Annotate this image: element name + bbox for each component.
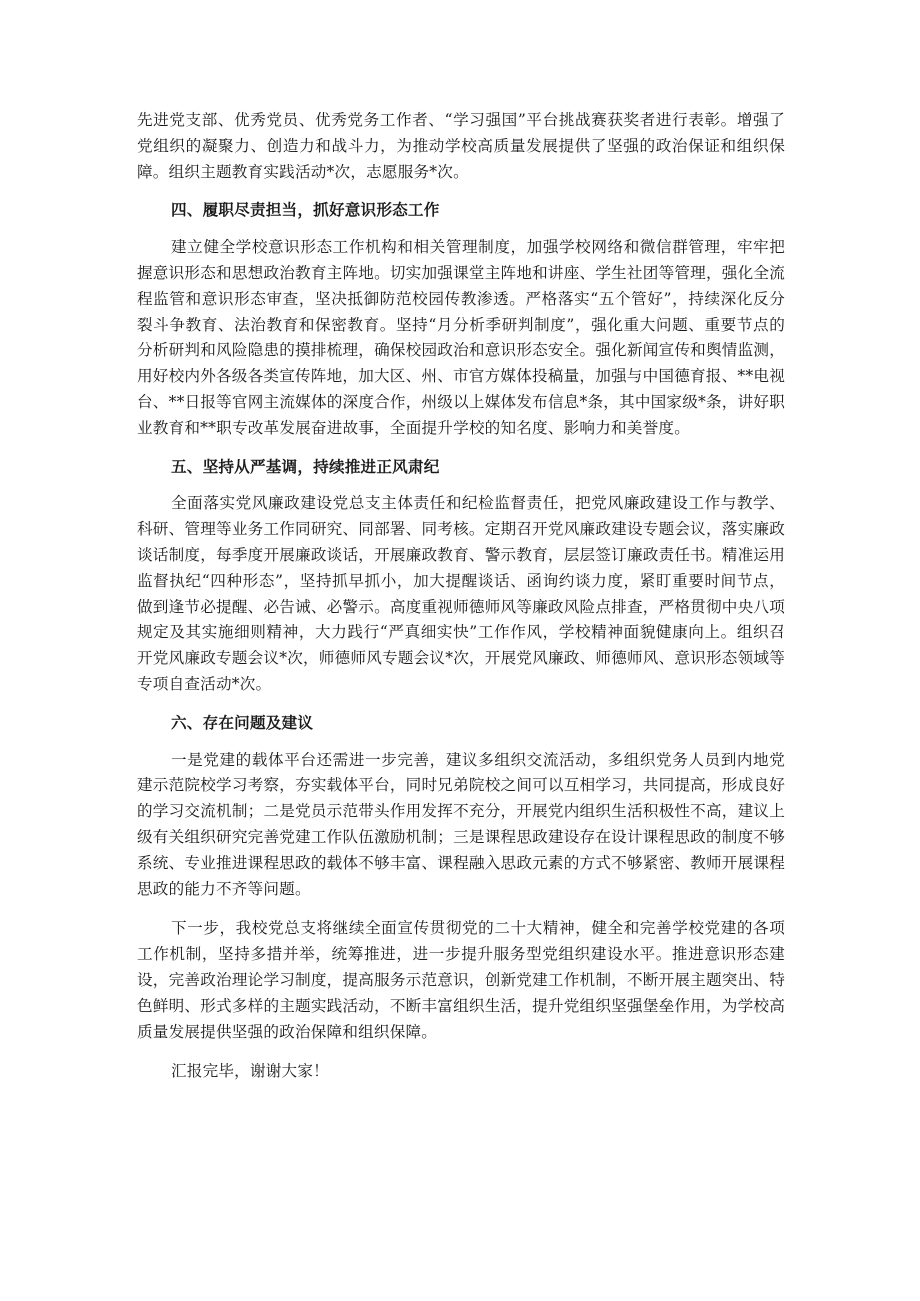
section-4-heading: 四、履职尽责担当，抓好意识形态工作 bbox=[171, 200, 440, 220]
section-6-heading: 六、存在问题及建议 bbox=[171, 712, 314, 732]
next-step-paragraph: 下一步，我校党总支将继续全面宣传贯彻党的二十大精神，健全和完善学校党建的各项工作机制，坚持多措并举，统筹推进，进一步提升服务型党组织建设水平。推进意识形态建设，完善政治理论学习制度，提高服务示范意识，创新党建工作机制，不断开展主题突出、特色鲜明、形式多样的主题实践活动，不断丰富组织生活，提升党组织坚强堡垒作用，为学校高质量发展提供坚强的政治保障和组织保障。 bbox=[137, 919, 785, 1041]
section-4-body: 建立健全学校意识形态工作机构和相关管理制度，加强学校网络和微信群管理，牢牢把握意识形态和思想政治教育主阵地。切实加强课堂主阵地和讲座、学生社团等管理，强化全流程监管和意识形态审查，坚决抵御防范校园传教渗透。严格落实“五个管好”，持续深化反分裂斗争教育、法治教育和保密教育。坚持“月分析季研判制度”，强化重大问题、重要节点的分析研判和风险隐患的摸排梳理，确保校园政治和意识形态安全。强化新闻宣传和舆情监测，用好校内外各级各类宣传阵地，加大区、州、市官方媒体投稿量，加强与中国德育报、**电视台、**日报等官网主流媒体的深度合作，州级以上媒体发布信息*条，其中国家级*条，讲好职业教育和**职专改革发展奋进故事，全面提升学校的知名度、影响力和美誉度。 bbox=[137, 238, 785, 437]
section-5-body: 全面落实党风廉政建设党总支主体责任和纪检监督责任，把党风廉政建设工作与教学、科研、管理等业务工作同研究、同部署、同考核。定期召开党风廉政建设专题会议，落实廉政谈话制度，每季度开展廉政谈话，开展廉政教育、警示教育，层层签订廉政责任书。精准运用监督执纪“四种形态”，坚持抓早抓小，加大提醒谈话、函询约谈力度，紧盯重要时间节点，做到逢节必提醒、必告诫、必警示。高度重视师德师风等廉政风险点排查，严格贯彻中央八项规定及其实施细则精神，大力践行“严真细实快”工作作风，学校精神面貌健康向上。组织召开党风廉政专题会议*次，师德师风专题会议*次，开展党风廉政、师德师风、意识形态领域等专项自查活动*次。 bbox=[137, 494, 785, 693]
section-6-body: 一是党建的载体平台还需进一步完善，建议多组织交流活动，多组织党务人员到内地党建示范院校学习考察，夯实载体平台，同时兄弟院校之间可以互相学习，共同提高，形成良好的学习交流机制；二是党员示范带头作用发挥不充分，开展党内组织生活积极性不高，建议上级有关组织研究完善党建工作队伍激励机制；三是课程思政建设存在设计课程思政的制度不够系统、专业推进课程思政的载体不够丰富、课程融入思政元素的方式不够紧密、教师开展课程思政的能力不齐等问题。 bbox=[137, 750, 785, 898]
document-page bbox=[137, 108, 785, 1085]
intro-paragraph: 先进党支部、优秀党员、优秀党务工作者、“学习强国”平台挑战赛获奖者进行表彰。增强了党组织的凝聚力、创造力和战斗力，为推动学校高质量发展提供了坚强的政治保证和组织保障。组织主题教育实践活动*次，志愿服务*次。 bbox=[137, 111, 785, 181]
closing-line: 汇报完毕，谢谢大家！ bbox=[171, 1062, 329, 1081]
section-5-heading: 五、坚持从严基调，持续推进正风肃纪 bbox=[171, 456, 440, 476]
